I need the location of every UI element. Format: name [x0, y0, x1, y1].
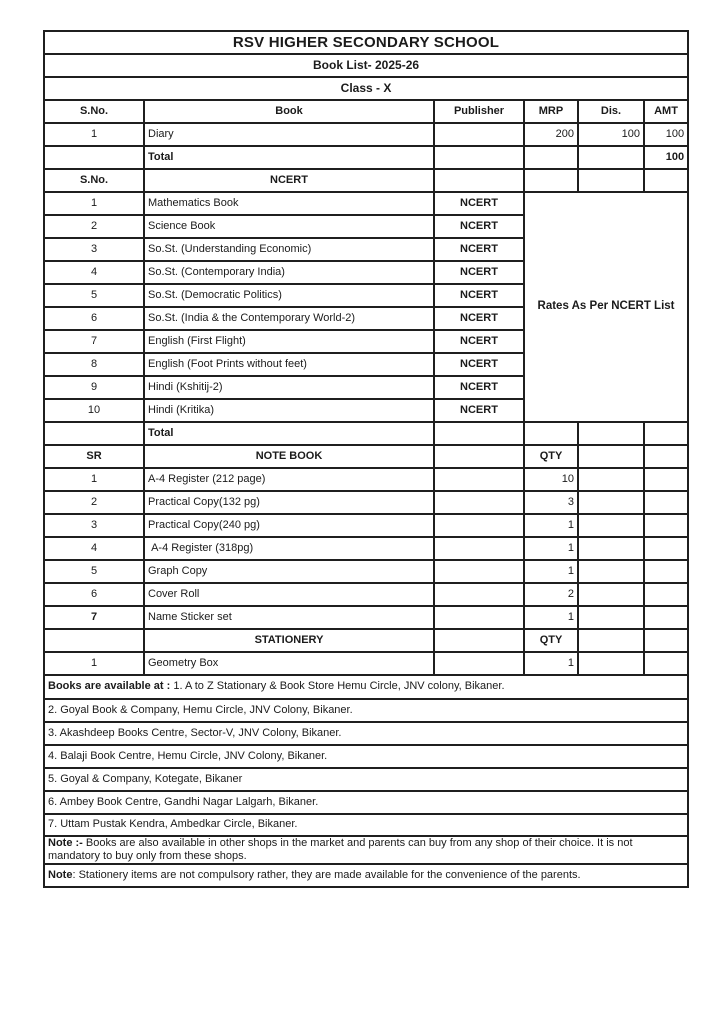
class-title-row [44, 77, 688, 100]
publisher-cell: NCERT [434, 353, 524, 376]
general-section [44, 100, 688, 169]
book-cell: So.St. (Understanding Economic) [144, 238, 434, 261]
shop-row [44, 722, 688, 745]
empty-cell [578, 468, 644, 491]
publisher-cell: NCERT [434, 399, 524, 422]
empty-cell [644, 169, 688, 192]
qty-cell: 10 [524, 468, 578, 491]
sno-cell: 1 [44, 192, 144, 215]
sno-cell: 10 [44, 399, 144, 422]
qty-cell: 1 [524, 560, 578, 583]
shop-row [44, 768, 688, 791]
col-header-sno: S.No. [44, 100, 144, 123]
notebook-header-row [44, 445, 688, 468]
notebook-section [44, 445, 688, 629]
shop-entry: 7. Uttam Pustak Kendra, Ambedkar Circle, Bikaner. [44, 814, 688, 836]
qty-cell: 1 [524, 652, 578, 675]
col-header-book: Book [144, 100, 434, 123]
notebook-header-sr: SR [44, 445, 144, 468]
stationery-section [44, 629, 688, 675]
sno-cell: 9 [44, 376, 144, 399]
empty-cell [578, 169, 644, 192]
empty-cell [434, 491, 524, 514]
notebook-section-title: NOTE BOOK [144, 445, 434, 468]
table-row [44, 491, 688, 514]
empty-cell [644, 514, 688, 537]
empty-cell [578, 537, 644, 560]
table-row [44, 468, 688, 491]
note-books [44, 836, 688, 864]
item-cell: Name Sticker set [144, 606, 434, 629]
total-label: Total [144, 146, 434, 169]
empty-cell [644, 629, 688, 652]
sno-cell: 4 [44, 261, 144, 284]
book-cell: So.St. (Democratic Politics) [144, 284, 434, 307]
sr-cell: 6 [44, 583, 144, 606]
school-name: RSV HIGHER SECONDARY SCHOOL [44, 31, 688, 54]
book-list-title-row [44, 54, 688, 77]
rates-note-cell: Rates As Per NCERT List [524, 192, 688, 422]
qty-cell: 1 [524, 514, 578, 537]
item-cell: A-4 Register (212 page) [144, 468, 434, 491]
qty-cell: 2 [524, 583, 578, 606]
publisher-cell: NCERT [434, 215, 524, 238]
sno-cell: 3 [44, 238, 144, 261]
item-cell: A-4 Register (318pg) [144, 537, 434, 560]
empty-cell [578, 491, 644, 514]
shop-row [44, 791, 688, 814]
shop-entry: 3. Akashdeep Books Centre, Sector-V, JNV Colony, Bikaner. [44, 722, 688, 745]
sno-cell: 7 [44, 330, 144, 353]
empty-cell [644, 491, 688, 514]
table-header-row [44, 100, 688, 123]
ncert-header-sno: S.No. [44, 169, 144, 192]
empty-cell [434, 652, 524, 675]
empty-cell [434, 537, 524, 560]
sr-cell: 2 [44, 491, 144, 514]
book-cell: English (Foot Prints without feet) [144, 353, 434, 376]
empty-cell [644, 606, 688, 629]
note-label: Note [48, 869, 73, 882]
total-label: Total [144, 422, 434, 445]
empty-cell [578, 422, 644, 445]
empty-cell [434, 606, 524, 629]
book-cell: Hindi (Kritika) [144, 399, 434, 422]
shop-row [44, 675, 688, 699]
sr-cell: 5 [44, 560, 144, 583]
sr-cell: 4 [44, 537, 144, 560]
ncert-total-row [44, 422, 688, 445]
publisher-cell: NCERT [434, 307, 524, 330]
publisher-cell: NCERT [434, 261, 524, 284]
col-header-mrp: MRP [524, 100, 578, 123]
empty-cell [578, 606, 644, 629]
note-row [44, 864, 688, 887]
publisher-cell: NCERT [434, 238, 524, 261]
shop-entry: 2. Goyal Book & Company, Hemu Circle, JNV Colony, Bikaner. [44, 699, 688, 722]
book-list-title: Book List- 2025-26 [44, 54, 688, 77]
book-cell: Mathematics Book [144, 192, 434, 215]
table-row [44, 537, 688, 560]
title-section [44, 31, 688, 100]
col-header-amt: AMT [644, 100, 688, 123]
shop-text: 1. A to Z Stationary & Book Store Hemu Circle, JNV colony, Bikaner. [170, 680, 505, 693]
notebook-header-qty: QTY [524, 445, 578, 468]
book-cell: Diary [144, 123, 434, 146]
empty-cell [434, 468, 524, 491]
book-cell: So.St. (Contemporary India) [144, 261, 434, 284]
sno-cell: 8 [44, 353, 144, 376]
empty-cell [434, 629, 524, 652]
empty-cell [524, 169, 578, 192]
empty-cell [434, 445, 524, 468]
book-cell: So.St. (India & the Contemporary World-2) [144, 307, 434, 330]
sr-cell: 7 [44, 606, 144, 629]
empty-cell [434, 583, 524, 606]
publisher-cell [434, 123, 524, 146]
empty-cell [578, 445, 644, 468]
item-cell: Cover Roll [144, 583, 434, 606]
sno-cell: 6 [44, 307, 144, 330]
empty-cell [578, 514, 644, 537]
note-row [44, 836, 688, 864]
empty-cell [44, 629, 144, 652]
table-row [44, 123, 688, 146]
empty-cell [644, 652, 688, 675]
col-header-publisher: Publisher [434, 100, 524, 123]
book-cell: English (First Flight) [144, 330, 434, 353]
item-cell: Geometry Box [144, 652, 434, 675]
shop-row [44, 745, 688, 768]
qty-cell: 3 [524, 491, 578, 514]
empty-cell [578, 560, 644, 583]
empty-cell [578, 629, 644, 652]
publisher-cell: NCERT [434, 284, 524, 307]
note-stationery [44, 864, 688, 887]
empty-cell [44, 422, 144, 445]
table-row [44, 652, 688, 675]
empty-cell [578, 146, 644, 169]
shop-entry: 5. Goyal & Company, Kotegate, Bikaner [44, 768, 688, 791]
table-row [44, 192, 688, 215]
empty-cell [434, 422, 524, 445]
empty-cell [644, 560, 688, 583]
publisher-cell: NCERT [434, 192, 524, 215]
availability-lead-label: Books are available at : [48, 680, 171, 693]
sr-cell: 3 [44, 514, 144, 537]
empty-cell [578, 652, 644, 675]
notes-section [44, 836, 688, 887]
ncert-section [44, 169, 688, 445]
item-cell: Practical Copy(132 pg) [144, 491, 434, 514]
school-title-row [44, 31, 688, 54]
empty-cell [434, 146, 524, 169]
general-total-row [44, 146, 688, 169]
shop-entry [44, 675, 688, 699]
empty-cell [44, 146, 144, 169]
availability-section [44, 675, 688, 836]
dis-cell: 100 [578, 123, 644, 146]
shop-entry: 6. Ambey Book Centre, Gandhi Nagar Lalgarh, Bikaner. [44, 791, 688, 814]
col-header-dis: Dis. [578, 100, 644, 123]
table-row [44, 514, 688, 537]
book-list-table [43, 30, 689, 888]
note-label: Note :- [48, 837, 83, 849]
mrp-cell: 200 [524, 123, 578, 146]
empty-cell [644, 537, 688, 560]
qty-cell: 1 [524, 537, 578, 560]
empty-cell [644, 583, 688, 606]
amt-cell: 100 [644, 123, 688, 146]
empty-cell [644, 468, 688, 491]
table-row [44, 583, 688, 606]
table-row [44, 606, 688, 629]
shop-row [44, 699, 688, 722]
qty-cell: 1 [524, 606, 578, 629]
empty-cell [644, 445, 688, 468]
empty-cell [524, 422, 578, 445]
table-row [44, 560, 688, 583]
shop-row [44, 814, 688, 836]
ncert-section-title: NCERT [144, 169, 434, 192]
note-text: : Stationery items are not compulsory rather, they are made available for the convenience of the parents. [72, 869, 581, 882]
stationery-section-title: STATIONERY [144, 629, 434, 652]
sno-cell: 5 [44, 284, 144, 307]
empty-cell [434, 560, 524, 583]
stationery-header-row [44, 629, 688, 652]
note-text: Books are also available in other shops in the market and parents can buy from any shop of their choice. It is not mandatory to buy only from these shops. [48, 837, 633, 863]
empty-cell [434, 169, 524, 192]
sr-cell: 1 [44, 468, 144, 491]
book-cell: Hindi (Kshitij-2) [144, 376, 434, 399]
ncert-header-row [44, 169, 688, 192]
book-cell: Science Book [144, 215, 434, 238]
shop-entry: 4. Balaji Book Centre, Hemu Circle, JNV Colony, Bikaner. [44, 745, 688, 768]
sno-cell: 1 [44, 123, 144, 146]
empty-cell [578, 583, 644, 606]
sr-cell: 1 [44, 652, 144, 675]
sno-cell: 2 [44, 215, 144, 238]
empty-cell [434, 514, 524, 537]
class-title: Class - X [44, 77, 688, 100]
publisher-cell: NCERT [434, 376, 524, 399]
publisher-cell: NCERT [434, 330, 524, 353]
item-cell: Practical Copy(240 pg) [144, 514, 434, 537]
stationery-header-qty: QTY [524, 629, 578, 652]
empty-cell [644, 422, 688, 445]
item-cell: Graph Copy [144, 560, 434, 583]
total-amt: 100 [644, 146, 688, 169]
empty-cell [524, 146, 578, 169]
